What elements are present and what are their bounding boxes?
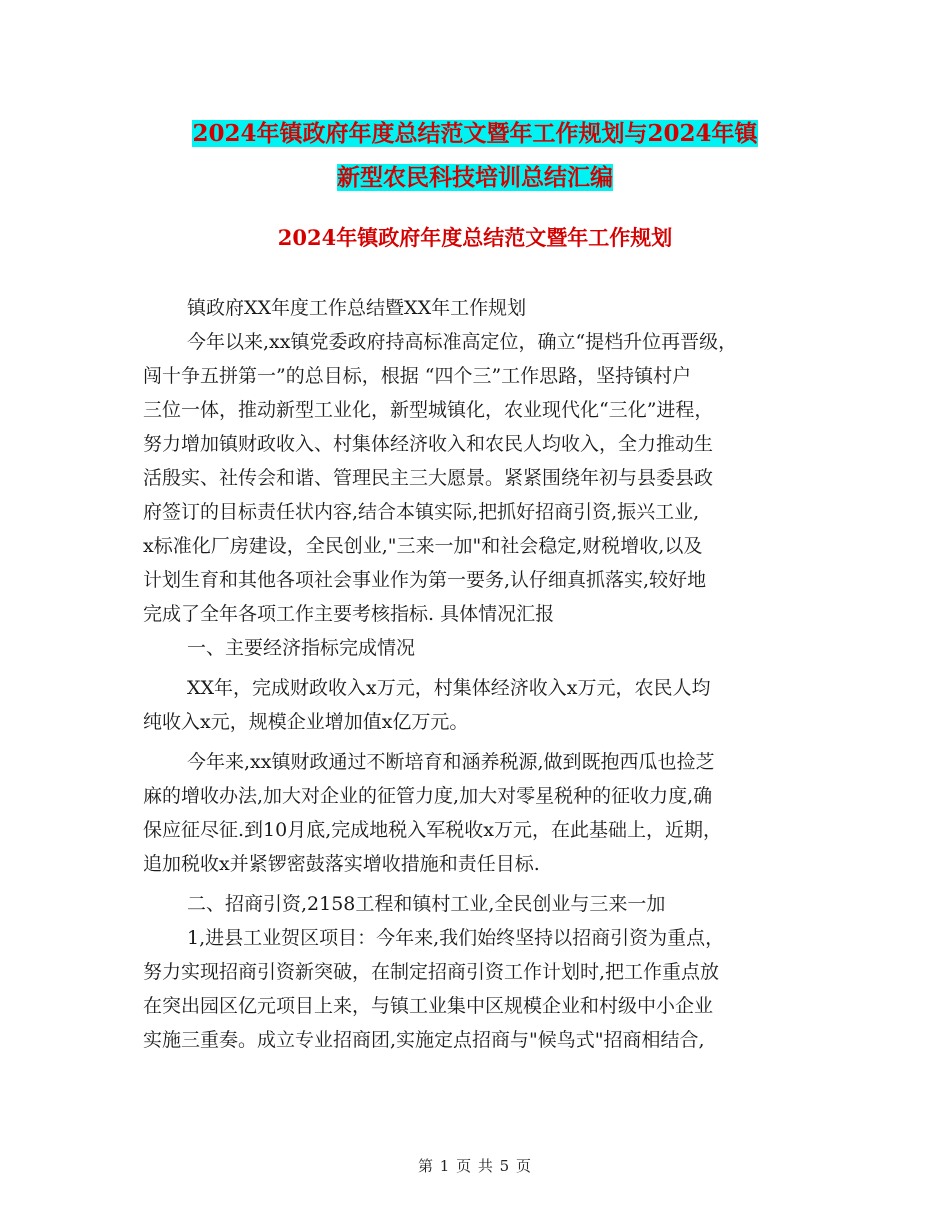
document-title-line-1: 2024年镇政府年度总结范文暨年工作规划与2024年镇 bbox=[192, 120, 758, 147]
text-line: 今年以来,xx镇党委政府持高标准高定位，确立“提档升位再晋级， bbox=[187, 331, 738, 353]
page-footer: 第 1 页 共 5 页 bbox=[418, 1157, 532, 1175]
text-line: 追加税收x并紧锣密鼓落实增收措施和责任目标. bbox=[143, 853, 540, 875]
text-line: 1,进县工业贺区项目：今年来,我们始终坚持以招商引资为重点， bbox=[187, 927, 725, 949]
section-title: 2024年镇政府年度总结范文暨年工作规划 bbox=[277, 225, 673, 250]
text-line: 在突出园区亿元项目上来，与镇工业集中区规模企业和村级中小企业 bbox=[143, 995, 714, 1017]
text-line: 努力实现招商引资新突破，在制定招商引资工作计划时,把工作重点放 bbox=[143, 961, 720, 983]
heading-line: 二、招商引资,2158工程和镇村工业,全民创业与三来一加 bbox=[187, 893, 666, 915]
document-title-line-2: 新型农民科技培训总结汇编 bbox=[337, 164, 613, 191]
text-line: 今年来,xx镇财政通过不断培育和涵养税源,做到既抱西瓜也捡芝 bbox=[187, 751, 715, 773]
text-line: 麻的增收办法,加大对企业的征管力度,加大对零星税种的征收力度,确 bbox=[143, 785, 713, 807]
text-line: 保应征尽征.到10月底,完成地税入军税收x万元，在此基础上，近期， bbox=[143, 819, 722, 841]
text-line: 计划生育和其他各项社会事业作为第一要务,认仔细真抓落实,较好地 bbox=[143, 569, 707, 591]
text-line: XX年，完成财政收入x万元，村集体经济收入x万元，农民人均 bbox=[187, 677, 711, 699]
text-line: 纯收入x元，规模企业增加值x亿万元。 bbox=[143, 711, 469, 733]
document-body bbox=[143, 291, 843, 1057]
text-line: 三位一体，推动新型工业化，新型城镇化，农业现代化“三化”进程， bbox=[143, 399, 714, 421]
text-line: 闯十争五拼第一”的总目标，根据 “四个三”工作思路，坚持镇村户 bbox=[143, 365, 692, 387]
text-line: 府签订的目标责任状内容,结合本镇实际,把抓好招商引资,振兴工业, bbox=[143, 501, 700, 523]
heading-line: 一、主要经济指标完成情况 bbox=[187, 637, 416, 659]
text-line: x标准化厂房建设，全民创业,"三来一加"和社会稳定,财税增收,以及 bbox=[143, 535, 703, 557]
text-line: 努力增加镇财政收入、村集体经济收入和农民人均收入，全力推动生 bbox=[143, 433, 714, 455]
text-line: 实施三重奏。成立专业招商团,实施定点招商与"候鸟式"招商相结合, bbox=[143, 1029, 705, 1051]
document-title bbox=[0, 112, 950, 200]
text-line: 镇政府XX年度工作总结暨XX年工作规划 bbox=[187, 297, 527, 319]
text-line: 活殷实、社传会和谐、管理民主三大愿景。紧紧围绕年初与县委县政 bbox=[143, 467, 714, 489]
text-line: 完成了全年各项工作主要考核指标. 具体情况汇报 bbox=[143, 603, 555, 625]
